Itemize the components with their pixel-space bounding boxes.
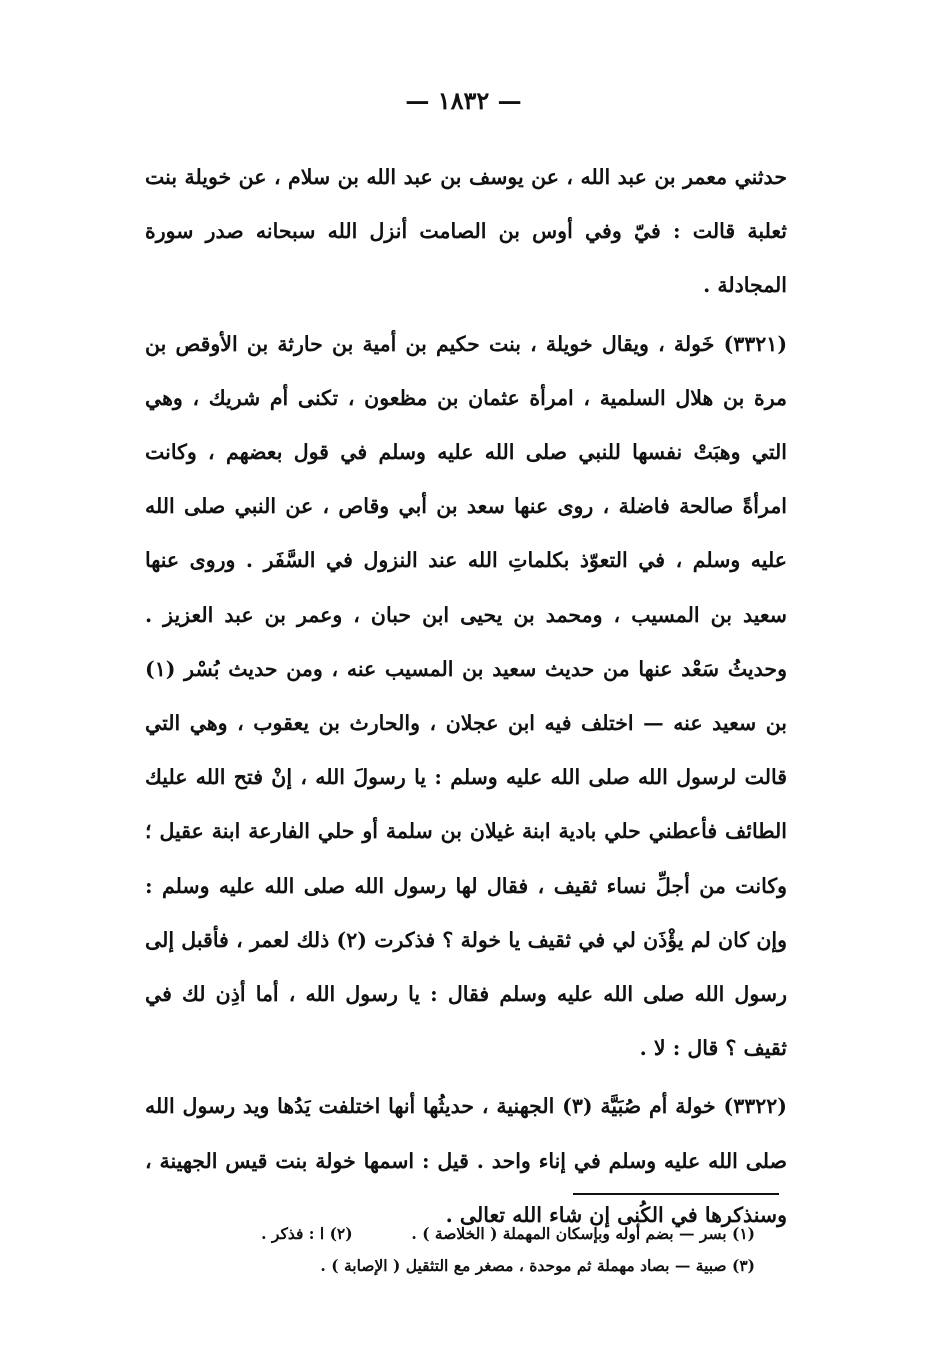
footnote-line xyxy=(195,1250,755,1282)
page-number: — ١٨٣٢ — xyxy=(405,86,522,115)
paragraph-entry-3321 xyxy=(145,317,787,1076)
entry-number: (٣٣٢٢) xyxy=(723,1094,787,1119)
paragraph-text: خولة أم صُبَيَّة (٣) الجهنية ، حديثُها أنها اختلفت يَدُها ويد رسول الله صلى الله عليه وسلم في إناء واحد . قيل : اسمها خولة بنت قيس الجهينة ، وسنذكرها في الكُنى إن شاء الله تعالى . xyxy=(145,1094,787,1227)
footnote-line xyxy=(195,1218,755,1250)
main-text xyxy=(145,150,787,1242)
footnote-3: (٣) صبية — بصاد مهملة ثم موحدة ، مصغر مع التثقيل ( الإصابة ) . xyxy=(320,1256,755,1275)
entry-number: (٣٣٢١) xyxy=(723,331,788,356)
footnote-2: (٢) ا : فذكر . xyxy=(261,1224,353,1243)
paragraph-continuation xyxy=(145,150,787,313)
paragraph-text: خَولة ، ويقال خويلة ، بنت حكيم بن أمية بن حارثة بن الأوقص بن مرة بن هلال السلمية ، امرأة عثمان بن مظعون ، تكنى أم شريك ، وهي التي وهبَتْ نفسها للنبي صلى الله عليه وسلم في قول بعضهم ، وكانت امرأةً صالحة فاضلة ، روى عنها سعد بن أبي وقاص ، عن النبي صلى الله عليه وسلم ، في التعوّذ بكلماتِ الله عند النزول في السَّفَر . وروى عنها سعيد بن المسيب ، ومحمد بن يحيى ابن حبان ، وعمر بن عبد العزيز . وحديثُ سَعْد عنها من حديث سعيد بن المسيب عنه ، ومن حديث بُسْر (١) بن سعيد عنه — اختلف فيه ابن عجلان ، والحارث بن يعقوب ، وهي التي قالت لرسول الله صلى الله عليه وسلم : يا رسولَ الله ، إنْ فتح الله عليك الطائف فأعطني حلي بادية ابنة غيلان بن سلمة أو حلي الفارعة ابنة عقيل ؛ وكانت من أجلِّ نساء ثقيف ، فقال لها رسول الله صلى الله عليه وسلم : وإن كان لم يؤْذَن لي في ثقيف يا خولة ؟ فذكرت (٢) ذلك لعمر ، فأقبل إلى رسول الله صلى الله عليه وسلم فقال : يا رسول الله ، أما أذِن لك في ثقيف ؟ قال : لا . xyxy=(145,331,788,1061)
footnotes xyxy=(195,1218,755,1282)
footnote-1: (١) بسر — بضم أوله وبإسكان المهملة ( الخلاصة ) . xyxy=(411,1224,755,1243)
footnote-separator xyxy=(573,1193,779,1195)
paragraph-text: حدثني معمر بن عبد الله ، عن يوسف بن عبد الله بن سلام ، عن خويلة بنت ثعلبة قالت : فيّ وفي أوس بن الصامت أنزل الله سبحانه صدر سورة المجادلة . xyxy=(145,165,787,298)
